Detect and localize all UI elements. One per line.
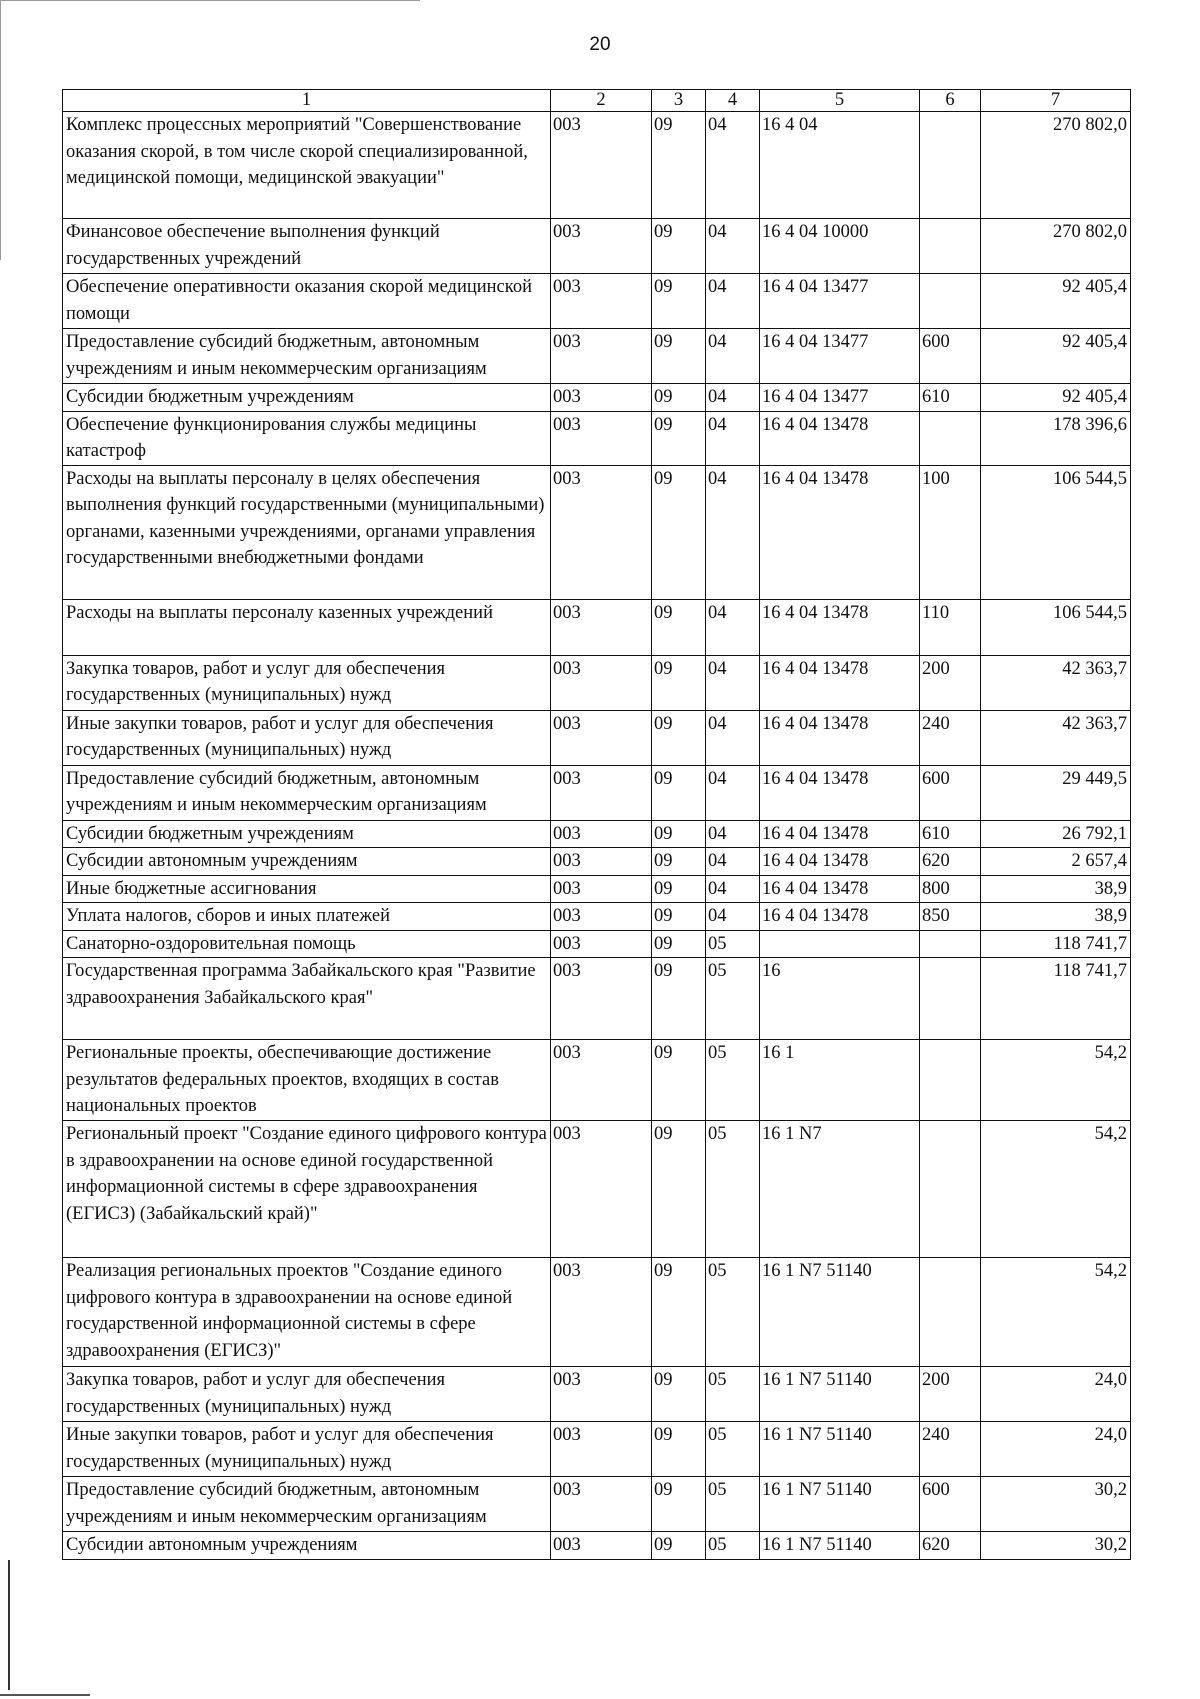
row-amount: 38,9 xyxy=(981,875,1131,903)
row-code-expense-type: 200 xyxy=(920,1367,981,1422)
row-code-target: 16 4 04 13477 xyxy=(760,384,920,412)
row-name: Расходы на выплаты персоналу в целях обеспечения выполнения функций государственными (муниципальными) органами, казенными учреждениями, органами управления государственными внебюджетными фондами xyxy=(63,465,551,599)
row-code-expense-type: 600 xyxy=(920,1477,981,1532)
row-code-subsection: 04 xyxy=(706,765,760,820)
row-code-ministry: 003 xyxy=(551,219,652,274)
row-code-subsection: 04 xyxy=(706,329,760,384)
row-code-ministry: 003 xyxy=(551,112,652,219)
row-name: Предоставление субсидий бюджетным, автономным учреждениям и иным некоммерческим организациям xyxy=(63,765,551,820)
row-name: Уплата налогов, сборов и иных платежей xyxy=(63,903,551,931)
row-code-expense-type xyxy=(920,219,981,274)
table-row xyxy=(63,329,1131,384)
row-code-ministry: 003 xyxy=(551,1532,652,1560)
scan-edge-top xyxy=(0,0,420,1)
row-code-target: 16 4 04 13478 xyxy=(760,710,920,765)
row-code-section: 09 xyxy=(652,655,706,710)
page-number: 20 xyxy=(589,34,611,55)
row-code-ministry: 003 xyxy=(551,1422,652,1477)
row-code-subsection: 04 xyxy=(706,875,760,903)
row-amount: 92 405,4 xyxy=(981,274,1131,329)
table-header-row xyxy=(63,90,1131,112)
row-code-target: 16 4 04 13478 xyxy=(760,765,920,820)
table-row xyxy=(63,710,1131,765)
row-code-subsection: 05 xyxy=(706,1532,760,1560)
row-code-subsection: 05 xyxy=(706,1477,760,1532)
row-code-target: 16 1 N7 xyxy=(760,1121,920,1258)
row-code-target: 16 4 04 13478 xyxy=(760,903,920,931)
row-amount: 270 802,0 xyxy=(981,112,1131,219)
row-name: Расходы на выплаты персоналу казенных учреждений xyxy=(63,599,551,655)
row-code-ministry: 003 xyxy=(551,1367,652,1422)
row-code-ministry: 003 xyxy=(551,384,652,412)
table-row xyxy=(63,958,1131,1040)
row-code-section: 09 xyxy=(652,1367,706,1422)
row-code-subsection: 04 xyxy=(706,848,760,876)
row-code-expense-type: 600 xyxy=(920,329,981,384)
row-amount: 42 363,7 xyxy=(981,655,1131,710)
row-code-section: 09 xyxy=(652,958,706,1040)
row-code-target: 16 4 04 13478 xyxy=(760,875,920,903)
row-code-target: 16 1 N7 51140 xyxy=(760,1477,920,1532)
row-code-subsection: 04 xyxy=(706,411,760,465)
row-code-expense-type: 240 xyxy=(920,1422,981,1477)
table-row xyxy=(63,820,1131,848)
table-row xyxy=(63,384,1131,412)
row-code-ministry: 003 xyxy=(551,1477,652,1532)
row-code-expense-type: 610 xyxy=(920,820,981,848)
row-code-section: 09 xyxy=(652,1532,706,1560)
scan-edge-left-lower xyxy=(8,1560,10,1690)
table-row xyxy=(63,599,1131,655)
row-code-section: 09 xyxy=(652,112,706,219)
row-code-target: 16 4 04 xyxy=(760,112,920,219)
row-code-subsection: 05 xyxy=(706,1258,760,1367)
row-code-subsection: 05 xyxy=(706,958,760,1040)
row-code-section: 09 xyxy=(652,765,706,820)
row-code-expense-type: 620 xyxy=(920,1532,981,1560)
row-amount: 178 396,6 xyxy=(981,411,1131,465)
row-name: Иные закупки товаров, работ и услуг для обеспечения государственных (муниципальных) нужд xyxy=(63,1422,551,1477)
row-code-ministry: 003 xyxy=(551,903,652,931)
row-code-target: 16 4 04 13477 xyxy=(760,274,920,329)
row-code-target: 16 1 N7 51140 xyxy=(760,1532,920,1560)
row-code-section: 09 xyxy=(652,384,706,412)
row-amount: 54,2 xyxy=(981,1258,1131,1367)
row-name: Субсидии бюджетным учреждениям xyxy=(63,820,551,848)
row-name: Предоставление субсидий бюджетным, автономным учреждениям и иным некоммерческим организациям xyxy=(63,1477,551,1532)
budget-table xyxy=(62,89,1131,1560)
row-code-subsection: 04 xyxy=(706,655,760,710)
row-code-expense-type: 620 xyxy=(920,848,981,876)
row-name: Закупка товаров, работ и услуг для обеспечения государственных (муниципальных) нужд xyxy=(63,1367,551,1422)
row-code-expense-type: 800 xyxy=(920,875,981,903)
table-row xyxy=(63,1258,1131,1367)
row-code-expense-type xyxy=(920,1258,981,1367)
row-code-expense-type: 100 xyxy=(920,465,981,599)
row-name: Субсидии автономным учреждениям xyxy=(63,1532,551,1560)
row-name: Предоставление субсидий бюджетным, автономным учреждениям и иным некоммерческим организациям xyxy=(63,329,551,384)
row-code-ministry: 003 xyxy=(551,765,652,820)
row-code-section: 09 xyxy=(652,930,706,958)
row-amount: 54,2 xyxy=(981,1040,1131,1121)
row-code-section: 09 xyxy=(652,1040,706,1121)
table-row xyxy=(63,903,1131,931)
row-amount: 29 449,5 xyxy=(981,765,1131,820)
table-row xyxy=(63,274,1131,329)
row-name: Обеспечение функционирования службы медицины катастроф xyxy=(63,411,551,465)
row-name: Субсидии бюджетным учреждениям xyxy=(63,384,551,412)
row-code-subsection: 04 xyxy=(706,112,760,219)
row-name: Субсидии автономным учреждениям xyxy=(63,848,551,876)
table-row xyxy=(63,1121,1131,1258)
row-name: Закупка товаров, работ и услуг для обеспечения государственных (муниципальных) нужд xyxy=(63,655,551,710)
row-code-subsection: 04 xyxy=(706,903,760,931)
row-code-expense-type xyxy=(920,112,981,219)
row-code-ministry: 003 xyxy=(551,930,652,958)
row-code-subsection: 04 xyxy=(706,384,760,412)
row-code-subsection: 05 xyxy=(706,1121,760,1258)
row-code-expense-type: 850 xyxy=(920,903,981,931)
row-code-target: 16 4 04 13478 xyxy=(760,599,920,655)
header-col-2: 2 xyxy=(551,90,652,112)
row-code-section: 09 xyxy=(652,848,706,876)
table-row xyxy=(63,930,1131,958)
row-code-expense-type: 110 xyxy=(920,599,981,655)
row-code-subsection: 05 xyxy=(706,1422,760,1477)
row-code-section: 09 xyxy=(652,1477,706,1532)
row-amount: 92 405,4 xyxy=(981,329,1131,384)
row-amount: 2 657,4 xyxy=(981,848,1131,876)
row-amount: 24,0 xyxy=(981,1367,1131,1422)
row-code-section: 09 xyxy=(652,599,706,655)
header-col-3: 3 xyxy=(652,90,706,112)
row-code-target: 16 4 04 10000 xyxy=(760,219,920,274)
row-code-target: 16 1 N7 51140 xyxy=(760,1258,920,1367)
table-row xyxy=(63,1367,1131,1422)
table-row xyxy=(63,1477,1131,1532)
row-code-ministry: 003 xyxy=(551,274,652,329)
table-row xyxy=(63,875,1131,903)
row-code-ministry: 003 xyxy=(551,710,652,765)
row-amount: 26 792,1 xyxy=(981,820,1131,848)
header-col-7: 7 xyxy=(981,90,1131,112)
row-code-section: 09 xyxy=(652,1422,706,1477)
row-code-ministry: 003 xyxy=(551,599,652,655)
row-code-target: 16 4 04 13478 xyxy=(760,655,920,710)
row-amount: 106 544,5 xyxy=(981,465,1131,599)
row-name: Комплекс процессных мероприятий "Совершенствование оказания скорой, в том числе скорой специализированной, медицинской помощи, медицинской эвакуации" xyxy=(63,112,551,219)
row-code-ministry: 003 xyxy=(551,655,652,710)
row-code-target: 16 4 04 13478 xyxy=(760,411,920,465)
row-code-subsection: 05 xyxy=(706,1367,760,1422)
row-amount: 118 741,7 xyxy=(981,930,1131,958)
table-row xyxy=(63,765,1131,820)
row-amount: 92 405,4 xyxy=(981,384,1131,412)
row-code-target: 16 4 04 13478 xyxy=(760,465,920,599)
row-code-section: 09 xyxy=(652,411,706,465)
header-col-5: 5 xyxy=(760,90,920,112)
row-code-target: 16 1 N7 51140 xyxy=(760,1422,920,1477)
row-name: Реализация региональных проектов "Создание единого цифрового контура в здравоохранении на основе единой государственной информационной системы в сфере здравоохранения (ЕГИСЗ)" xyxy=(63,1258,551,1367)
row-code-subsection: 04 xyxy=(706,219,760,274)
row-code-section: 09 xyxy=(652,820,706,848)
table-row xyxy=(63,655,1131,710)
row-code-expense-type xyxy=(920,958,981,1040)
row-code-target: 16 4 04 13478 xyxy=(760,820,920,848)
row-code-section: 09 xyxy=(652,710,706,765)
row-code-subsection: 04 xyxy=(706,820,760,848)
row-amount: 54,2 xyxy=(981,1121,1131,1258)
row-name: Санаторно-оздоровительная помощь xyxy=(63,930,551,958)
row-name: Региональные проекты, обеспечивающие достижение результатов федеральных проектов, входящих в состав национальных проектов xyxy=(63,1040,551,1121)
row-code-target: 16 xyxy=(760,958,920,1040)
row-name: Иные бюджетные ассигнования xyxy=(63,875,551,903)
table-row xyxy=(63,219,1131,274)
header-col-1: 1 xyxy=(63,90,551,112)
row-code-ministry: 003 xyxy=(551,465,652,599)
row-name: Финансовое обеспечение выполнения функций государственных учреждений xyxy=(63,219,551,274)
row-code-subsection: 04 xyxy=(706,599,760,655)
row-code-expense-type: 600 xyxy=(920,765,981,820)
row-code-section: 09 xyxy=(652,274,706,329)
row-code-target xyxy=(760,930,920,958)
row-code-target: 16 4 04 13478 xyxy=(760,848,920,876)
row-code-subsection: 04 xyxy=(706,710,760,765)
row-code-ministry: 003 xyxy=(551,1258,652,1367)
row-amount: 270 802,0 xyxy=(981,219,1131,274)
row-code-section: 09 xyxy=(652,1258,706,1367)
row-code-ministry: 003 xyxy=(551,1040,652,1121)
row-code-subsection: 05 xyxy=(706,930,760,958)
row-code-expense-type: 240 xyxy=(920,710,981,765)
table-row xyxy=(63,112,1131,219)
row-code-ministry: 003 xyxy=(551,1121,652,1258)
table-row xyxy=(63,465,1131,599)
row-code-expense-type xyxy=(920,1040,981,1121)
row-code-ministry: 003 xyxy=(551,848,652,876)
row-name: Иные закупки товаров, работ и услуг для обеспечения государственных (муниципальных) нужд xyxy=(63,710,551,765)
row-code-section: 09 xyxy=(652,329,706,384)
row-name: Обеспечение оперативности оказания скорой медицинской помощи xyxy=(63,274,551,329)
row-code-subsection: 04 xyxy=(706,274,760,329)
row-amount: 106 544,5 xyxy=(981,599,1131,655)
row-code-expense-type xyxy=(920,411,981,465)
row-code-subsection: 04 xyxy=(706,465,760,599)
row-code-section: 09 xyxy=(652,219,706,274)
row-code-section: 09 xyxy=(652,1121,706,1258)
row-code-expense-type: 200 xyxy=(920,655,981,710)
row-code-ministry: 003 xyxy=(551,875,652,903)
header-col-4: 4 xyxy=(706,90,760,112)
row-amount: 42 363,7 xyxy=(981,710,1131,765)
row-name: Региональный проект "Создание единого цифрового контура в здравоохранении на основе единой государственной информационной системы в сфере здравоохранения (ЕГИСЗ) (Забайкальский край)" xyxy=(63,1121,551,1258)
table-row xyxy=(63,1040,1131,1121)
row-code-section: 09 xyxy=(652,903,706,931)
row-code-target: 16 4 04 13477 xyxy=(760,329,920,384)
table-row xyxy=(63,1532,1131,1560)
row-code-section: 09 xyxy=(652,465,706,599)
row-code-ministry: 003 xyxy=(551,329,652,384)
row-code-target: 16 1 xyxy=(760,1040,920,1121)
table-row xyxy=(63,1422,1131,1477)
table-row xyxy=(63,848,1131,876)
row-name: Государственная программа Забайкальского края "Развитие здравоохранения Забайкальского края" xyxy=(63,958,551,1040)
row-code-section: 09 xyxy=(652,875,706,903)
row-amount: 24,0 xyxy=(981,1422,1131,1477)
header-col-6: 6 xyxy=(920,90,981,112)
row-amount: 38,9 xyxy=(981,903,1131,931)
row-code-expense-type xyxy=(920,930,981,958)
row-code-expense-type xyxy=(920,1121,981,1258)
row-code-ministry: 003 xyxy=(551,820,652,848)
scan-edge-bottom xyxy=(0,1694,90,1696)
row-code-expense-type xyxy=(920,274,981,329)
row-code-target: 16 1 N7 51140 xyxy=(760,1367,920,1422)
row-code-ministry: 003 xyxy=(551,958,652,1040)
row-amount: 30,2 xyxy=(981,1532,1131,1560)
table-row xyxy=(63,411,1131,465)
row-code-expense-type: 610 xyxy=(920,384,981,412)
row-amount: 118 741,7 xyxy=(981,958,1131,1040)
row-code-subsection: 05 xyxy=(706,1040,760,1121)
row-code-ministry: 003 xyxy=(551,411,652,465)
row-amount: 30,2 xyxy=(981,1477,1131,1532)
